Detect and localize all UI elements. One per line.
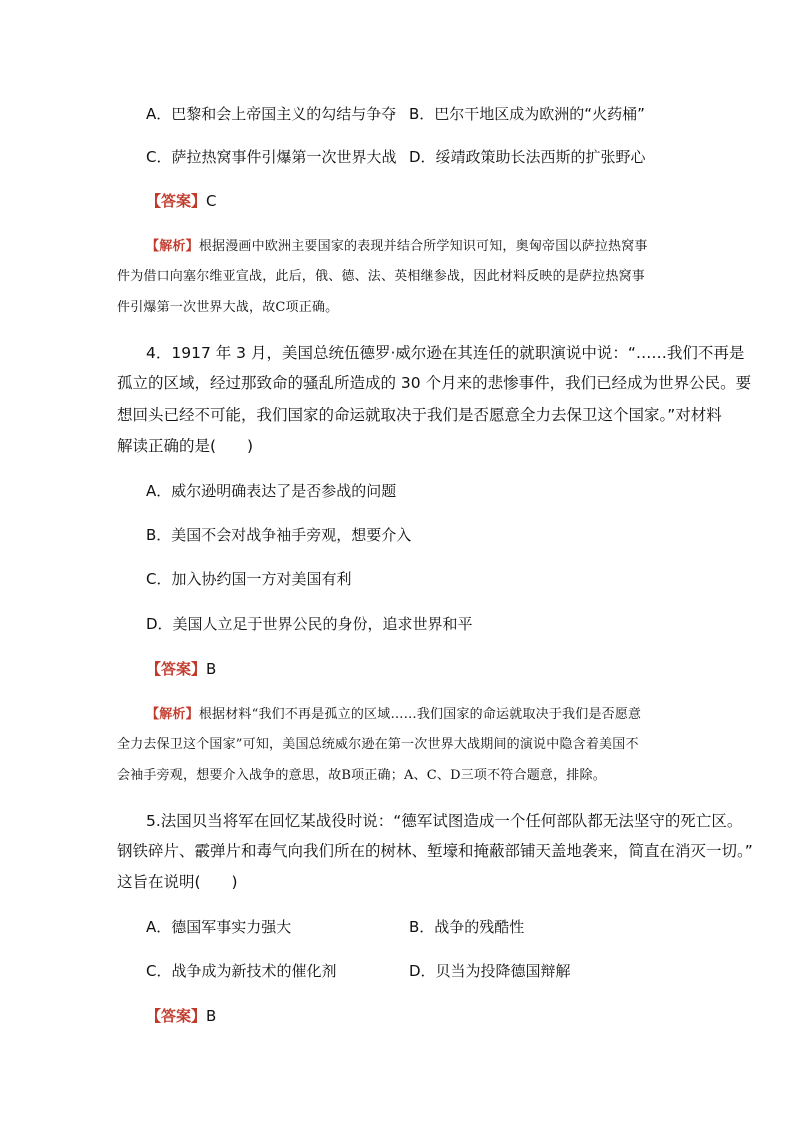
q4-option-a: A．威尔逊明确表达了是否参战的问题	[146, 482, 397, 500]
q3-analysis-line-2: 件为借口向塞尔维亚宣战，此后，俄、德、法、英相继参战，因此材料反映的是萨拉热窝事	[117, 269, 646, 284]
q4-stem-line-3: 想回头已经不可能，我们国家的命运就取决于我们是否愿意全力去保卫这个国家。”对材料	[117, 406, 722, 424]
q5-stem-line-3: 这旨在说明( )	[117, 873, 238, 891]
q3-option-a: A．巴黎和会上帝国主义的勾结与争夺	[146, 105, 397, 123]
analysis-text: 根据漫画中欧洲主要国家的表现并结合所学知识可知，奥匈帝国以萨拉热窝事	[198, 239, 648, 254]
answer-value: B	[206, 1007, 217, 1025]
q5-option-a: A．德国军事实力强大	[146, 918, 292, 936]
q4-stem-line-2: 孤立的区域，经过那致命的骚乱所造成的 30 个月来的悲惨事件，我们已经成为世界公民。要	[117, 374, 752, 392]
analysis-text: 根据材料“我们不再是孤立的区域……我们国家的命运就取决于我们是否愿意	[198, 707, 642, 722]
q5-option-b: B．战争的残酷性	[409, 918, 525, 936]
answer-tag: 【答案】	[146, 660, 207, 678]
q4-option-d: D．美国人立足于世界公民的身份，追求世界和平	[146, 615, 473, 633]
analysis-tag: 【解析】	[146, 239, 199, 254]
q3-option-d: D．绥靖政策助长法西斯的扩张野心	[409, 148, 646, 166]
q4-option-c: C．加入协约国一方对美国有利	[146, 570, 352, 588]
answer-value: C	[206, 192, 217, 210]
answer-tag: 【答案】	[146, 192, 207, 210]
q3-answer	[146, 191, 217, 211]
q5-stem-line-2: 钢铁碎片、霰弹片和毒气向我们所在的树林、堑壕和掩蔽部铺天盖地袭来，简直在消灭一切。”	[117, 842, 753, 860]
q3-option-b: B．巴尔干地区成为欧洲的“火药桶”	[409, 105, 645, 123]
answer-tag: 【答案】	[146, 1007, 207, 1025]
q4-stem-line-4: 解读正确的是( )	[117, 437, 254, 455]
answer-value: B	[206, 660, 217, 678]
q4-analysis-line-3: 会袖手旁观，想要介入战争的意思，故B项正确；A、C、D三项不符合题意，排除。	[117, 768, 606, 783]
analysis-tag: 【解析】	[146, 707, 199, 722]
q5-answer	[146, 1006, 216, 1026]
q4-option-b: B．美国不会对战争袖手旁观，想要介入	[146, 526, 412, 544]
q4-stem-line-1: 4．1917 年 3 月，美国总统伍德罗·威尔逊在其连任的就职演说中说：“……我们不再是	[146, 344, 745, 362]
q3-analysis-line-3: 件引爆第一次世界大战，故C项正确。	[117, 300, 339, 315]
q5-option-c: C．战争成为新技术的催化剂	[146, 962, 337, 980]
q4-answer	[146, 659, 216, 679]
q3-analysis-line-1	[146, 238, 648, 256]
q5-option-d: D．贝当为投降德国辩解	[409, 962, 571, 980]
q4-analysis-line-2: 全力去保卫这个国家”可知，美国总统威尔逊在第一次世界大战期间的演说中隐含着美国不	[117, 737, 639, 752]
q3-option-c: C．萨拉热窝事件引爆第一次世界大战	[146, 148, 397, 166]
q5-stem-line-1: 5.法国贝当将军在回忆某战役时说：“德军试图造成一个任何部队都无法坚守的死亡区。	[146, 812, 743, 830]
q4-analysis-line-1	[146, 706, 641, 724]
